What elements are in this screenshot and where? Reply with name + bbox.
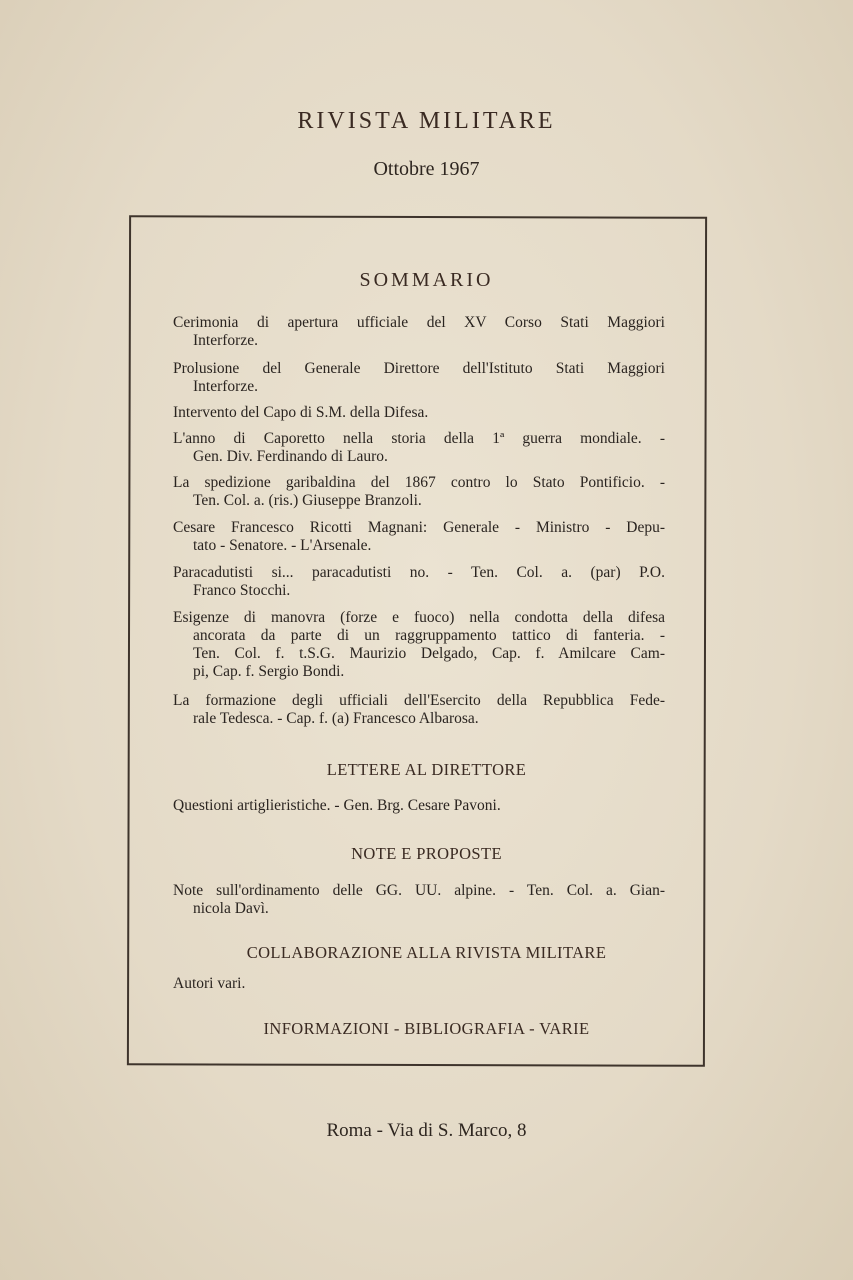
toc-entry-line: rale Tedesca. - Cap. f. (a) Francesco Albarosa. bbox=[193, 710, 479, 727]
toc-entry-line: Interforze. bbox=[193, 332, 258, 349]
toc-entry bbox=[173, 474, 665, 510]
note-entry bbox=[173, 882, 665, 918]
toc-entry-line: Autori vari. bbox=[173, 975, 246, 992]
note-heading: NOTE E PROPOSTE bbox=[351, 844, 502, 863]
toc-entry-line: nicola Davì. bbox=[193, 900, 269, 917]
issue-date: Ottobre 1967 bbox=[373, 158, 480, 180]
publisher-address: Roma - Via di S. Marco, 8 bbox=[326, 1120, 527, 1141]
toc-entry-line: Cerimonia di apertura ufficiale del XV Corso Stati Maggiori bbox=[173, 314, 665, 331]
informazioni-heading: INFORMAZIONI - BIBLIOGRAFIA - VARIE bbox=[263, 1019, 590, 1038]
toc-entry bbox=[173, 609, 665, 681]
lettere-heading: LETTERE AL DIRETTORE bbox=[326, 760, 527, 779]
toc-entry bbox=[173, 404, 665, 422]
collaborazione-entry bbox=[173, 975, 665, 993]
toc-entry bbox=[173, 314, 665, 350]
toc-entry-line: Prolusione del Generale Direttore dell'Istituto Stati Maggiori bbox=[173, 360, 665, 377]
toc-entry bbox=[173, 430, 665, 466]
journal-title: RIVISTA MILITARE bbox=[297, 108, 556, 134]
toc-entry-line: Paracadutisti si... paracadutisti no. - Ten. Col. a. (par) P.O. bbox=[173, 564, 665, 581]
lettere-entry bbox=[173, 797, 665, 815]
collaborazione-heading: COLLABORAZIONE ALLA RIVISTA MILITARE bbox=[246, 943, 607, 962]
toc-entry-line: tato - Senatore. - L'Arsenale. bbox=[193, 537, 372, 554]
toc-entry-line: Franco Stocchi. bbox=[193, 582, 291, 599]
toc-entry-line: Esigenze di manovra (forze e fuoco) nella condotta della difesa bbox=[173, 609, 665, 626]
toc-entry-line: Cesare Francesco Ricotti Magnani: Generale - Ministro - Depu- bbox=[173, 519, 665, 536]
toc-entry bbox=[173, 692, 665, 728]
toc-entry bbox=[173, 360, 665, 396]
toc-entry bbox=[173, 564, 665, 600]
toc-entry-line: Gen. Div. Ferdinando di Lauro. bbox=[193, 448, 388, 465]
toc-entry-line: Interforze. bbox=[193, 378, 258, 395]
toc-entry-line: Ten. Col. f. t.S.G. Maurizio Delgado, Cap. f. Amilcare Cam- bbox=[193, 645, 665, 662]
toc-entry-line: La spedizione garibaldina del 1867 contro lo Stato Pontificio. - bbox=[173, 474, 665, 491]
toc-entry-line: pi, Cap. f. Sergio Bondi. bbox=[193, 663, 345, 680]
toc-entry-line: Questioni artiglieristiche. - Gen. Brg. Cesare Pavoni. bbox=[173, 797, 501, 814]
toc-entry-line: La formazione degli ufficiali dell'Esercito della Repubblica Fede- bbox=[173, 692, 665, 709]
toc-entry bbox=[173, 519, 665, 555]
toc-entry-line: Intervento del Capo di S.M. della Difesa. bbox=[173, 404, 429, 421]
toc-entry-line: Ten. Col. a. (ris.) Giuseppe Branzoli. bbox=[193, 492, 422, 509]
sommario-heading: SOMMARIO bbox=[359, 269, 494, 291]
toc-entry-line: Note sull'ordinamento delle GG. UU. alpine. - Ten. Col. a. Gian- bbox=[173, 882, 665, 899]
toc-entry-line: L'anno di Caporetto nella storia della 1ª guerra mondiale. - bbox=[173, 430, 665, 447]
toc-entry-line: ancorata da parte di un raggruppamento tattico di fanteria. - bbox=[193, 627, 665, 644]
